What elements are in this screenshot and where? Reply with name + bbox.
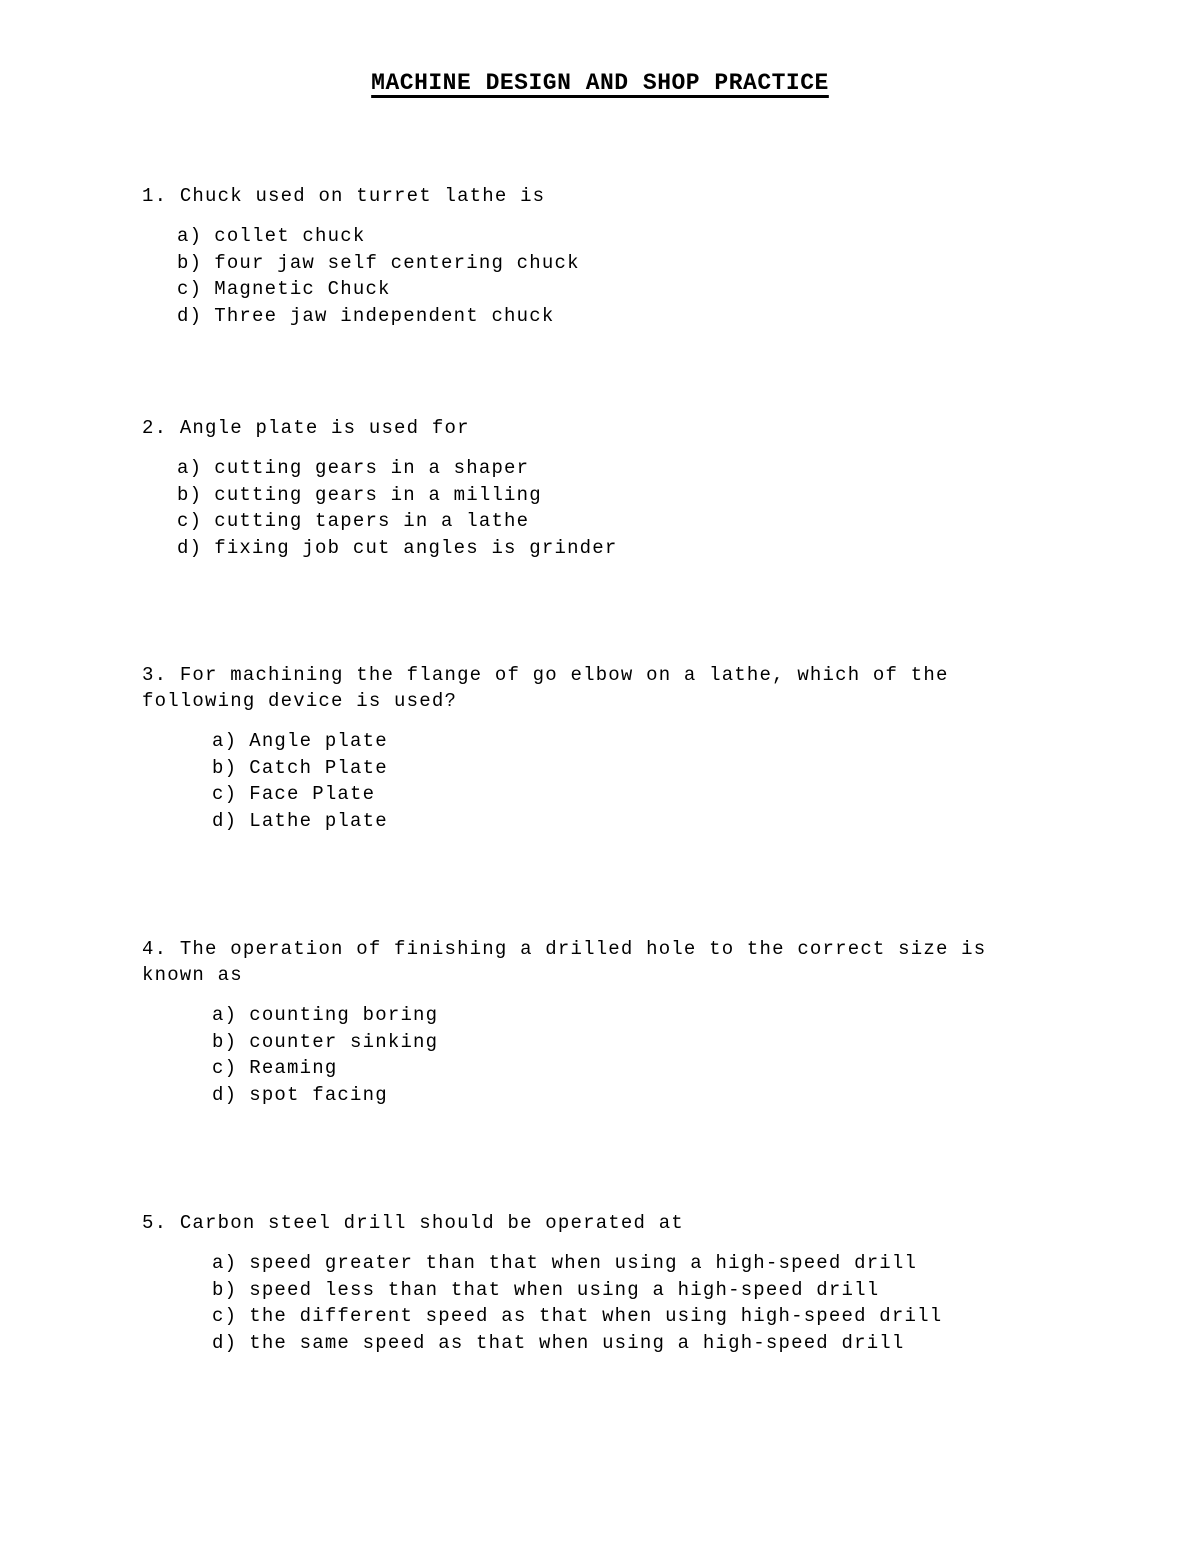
option-c [212,1303,1042,1330]
option-text: speed greater than that when using a high-speed drill [249,1252,918,1274]
option-text: fixing job cut angles is grinder [214,536,618,559]
page-title-text: MACHINE DESIGN AND SHOP PRACTICE [371,70,829,96]
option-c [177,276,1042,303]
option-list [142,728,1042,834]
option-letter: c) [212,1305,238,1327]
question-body: Angle plate is used for [179,417,470,439]
question-number: 5. [142,1212,168,1234]
option-letter: d) [212,809,238,832]
option-d [212,808,1042,835]
option-letter: b) [177,251,203,274]
question-body: Carbon steel drill should be operated at [179,1212,684,1234]
option-list [142,1250,1042,1356]
option-b [177,250,1042,277]
option-a [212,1250,1042,1277]
option-text: Magnetic Chuck [214,278,391,300]
option-text: Face Plate [249,783,376,805]
option-letter: d) [212,1083,238,1106]
option-letter: a) [177,225,203,247]
option-text: speed less than that when using a high-speed drill [249,1278,880,1301]
option-c [177,508,1042,535]
option-letter: a) [212,1252,238,1274]
option-text: four jaw self centering chuck [214,251,580,274]
question-5 [142,1210,1042,1356]
option-list [142,455,1042,561]
question-number: 3. [142,664,168,686]
question-number: 2. [142,417,168,439]
option-text: collet chuck [214,225,366,247]
option-d [212,1082,1042,1109]
option-letter: c) [177,278,203,300]
option-text: cutting tapers in a lathe [214,510,530,532]
option-letter: b) [212,756,238,779]
question-number: 1. [142,185,168,207]
option-c [212,1055,1042,1082]
option-text: cutting gears in a shaper [214,457,530,479]
question-4 [142,936,1042,1108]
question-body: The operation of finishing a drilled hole to the correct size is known as [142,938,999,986]
question-text [142,936,1042,988]
question-number: 4. [142,938,168,960]
option-c [212,781,1042,808]
option-letter: c) [212,783,238,805]
option-letter: a) [212,730,238,752]
option-letter: d) [177,304,203,327]
option-text: Lathe plate [249,809,388,832]
option-letter: a) [212,1004,238,1026]
option-d [177,535,1042,562]
option-letter: c) [212,1057,238,1079]
option-text: counter sinking [249,1030,439,1053]
option-letter: b) [212,1030,238,1053]
option-text: the different speed as that when using high-speed drill [249,1305,943,1327]
question-body: Chuck used on turret lathe is [179,185,546,207]
option-b [212,1277,1042,1304]
question-1 [142,183,1042,329]
question-2 [142,415,1042,561]
option-text: Reaming [249,1057,338,1079]
option-list [142,223,1042,329]
option-b [212,755,1042,782]
option-letter: b) [212,1278,238,1301]
option-text: counting boring [249,1004,439,1026]
option-letter: c) [177,510,203,532]
option-text: Angle plate [249,730,388,752]
question-text [142,415,1042,441]
option-a [177,223,1042,250]
option-text: cutting gears in a milling [214,483,542,506]
question-body: For machining the flange of go elbow on a lathe, which of the following device is used? [142,664,962,712]
question-text [142,1210,1042,1236]
option-d [177,303,1042,330]
option-b [177,482,1042,509]
option-d [212,1330,1042,1357]
option-letter: b) [177,483,203,506]
option-a [212,1002,1042,1029]
question-text [142,662,1042,714]
option-a [177,455,1042,482]
option-list [142,1002,1042,1108]
question-text [142,183,1042,209]
option-text: Three jaw independent chuck [214,304,555,327]
question-3 [142,662,1042,834]
option-b [212,1029,1042,1056]
option-text: Catch Plate [249,756,388,779]
option-text: spot facing [249,1083,388,1106]
option-letter: d) [177,536,203,559]
option-a [212,728,1042,755]
option-text: the same speed as that when using a high-speed drill [249,1331,905,1354]
option-letter: d) [212,1331,238,1354]
page-title [0,70,1200,96]
option-letter: a) [177,457,203,479]
